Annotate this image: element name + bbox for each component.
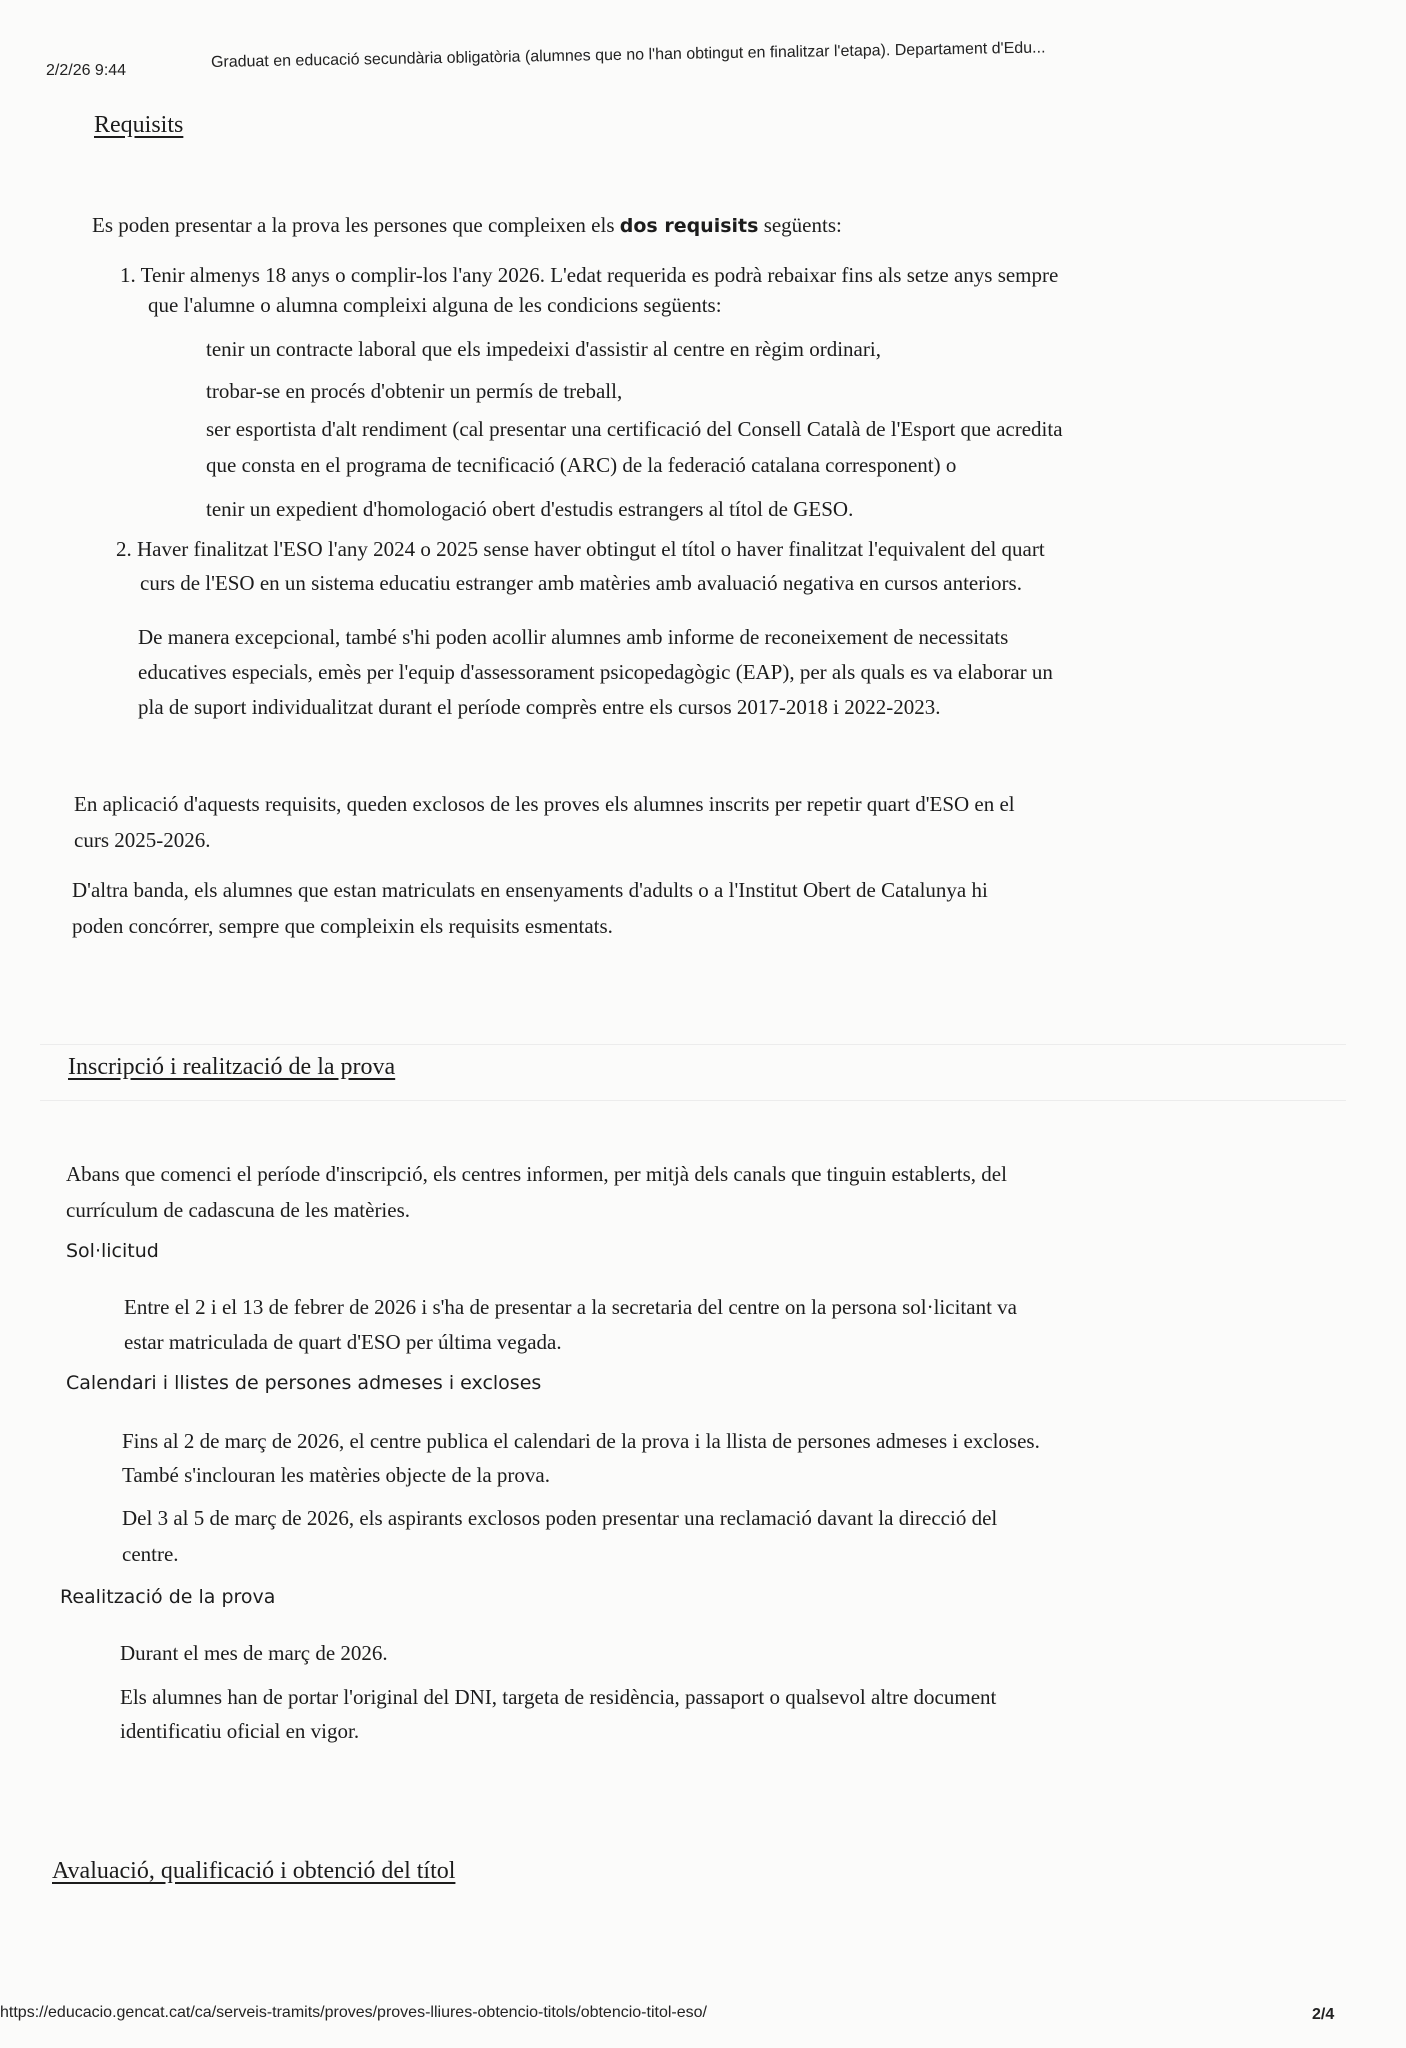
- paragraph-line: centre.: [122, 1542, 179, 1566]
- realitzacio-paragraph-2: [120, 1680, 996, 1748]
- condition-item: ser esportista d'alt rendiment (cal presentar una certificació del Consell Català de l'Esport que acredita: [206, 417, 1063, 441]
- realitzacio-paragraph-1: Durant el mes de març de 2026.: [120, 1641, 388, 1665]
- paragraph-line: poden concórrer, sempre que compleixin els requisits esmentats.: [72, 914, 613, 938]
- exclusion-paragraph: [74, 786, 1015, 858]
- paragraph-line: Entre el 2 i el 13 de febrer de 2026 i s'ha de presentar a la secretaria del centre on la persona sol·licitant va: [124, 1295, 1017, 1319]
- print-footer-url: https://educacio.gencat.cat/ca/serveis-tramits/proves/proves-lliures-obtencio-titols/obtencio-titol-eso/: [0, 2004, 707, 2021]
- intro-text-end: següents:: [758, 213, 842, 237]
- condition-item: que consta en el programa de tecnificació (ARC) de la federació catalana corresponent) o: [206, 453, 957, 477]
- paragraph-line: Abans que comenci el període d'inscripció, els centres informen, per mitjà dels canals que tinguin establerts, del: [66, 1162, 1007, 1186]
- paragraph-line: També s'inclouran les matèries objecte de la prova.: [122, 1463, 550, 1487]
- paragraph-line: pla de suport individualitzat durant el període comprès entre els cursos 2017-2018 i 2022-2023.: [138, 695, 941, 719]
- paragraph-line: En aplicació d'aquests requisits, queden exclosos de les proves els alumnes inscrits per repetir quart d'ESO en el: [74, 792, 1015, 816]
- print-page-title: Graduat en educació secundària obligatòria (alumnes que no l'han obtingut en finalitzar l'etapa). Departament d'Edu...: [210, 39, 1046, 71]
- sollicitud-paragraph: [124, 1290, 1017, 1360]
- print-header: [46, 40, 1376, 80]
- section-title-requisits: Requisits: [94, 112, 184, 138]
- print-page-number: 2/4: [1312, 2006, 1335, 2023]
- paragraph-line: Del 3 al 5 de març de 2026, els aspirants exclosos poden presentar una reclamació davant la direcció del: [122, 1506, 998, 1530]
- inscripcio-intro: [66, 1156, 1007, 1228]
- condition-item: tenir un expedient d'homologació obert d'estudis estrangers al títol de GESO.: [206, 497, 854, 521]
- conditions-list: [206, 332, 1063, 526]
- condition-item: tenir un contracte laboral que els impedeixi d'assistir al centre en règim ordinari,: [206, 337, 881, 361]
- calendari-paragraph-1: [122, 1424, 1040, 1492]
- condition-item: trobar-se en procés d'obtenir un permís de treball,: [206, 379, 623, 403]
- requirement-2: [116, 532, 1045, 600]
- subheading-sollicitud: Sol·licitud: [66, 1240, 159, 1262]
- paragraph-line: currículum de cadascuna de les matèries.: [66, 1198, 411, 1222]
- paragraph-line: identificatiu oficial en vigor.: [120, 1719, 360, 1743]
- paragraph-line: educatives especials, emès per l'equip d'assessorament psicopedagògic (EAP), per als quals es va elaborar un: [138, 660, 1053, 684]
- divider: [40, 1044, 1346, 1045]
- paragraph-line: curs 2025-2026.: [74, 828, 211, 852]
- paragraph-line: Fins al 2 de març de 2026, el centre publica el calendari de la prova i la llista de persones admeses i excloses.: [122, 1429, 1040, 1453]
- requirement-1: [120, 258, 1058, 322]
- requirement-2-line: 2. Haver finalitzat l'ESO l'any 2024 o 2025 sense haver obtingut el títol o haver finalitzat l'equivalent del quart: [116, 537, 1045, 561]
- paragraph-line: estar matriculada de quart d'ESO per última vegada.: [124, 1330, 562, 1354]
- subheading-realitzacio: Realització de la prova: [60, 1586, 276, 1608]
- calendari-paragraph-2: [122, 1500, 997, 1572]
- print-timestamp: 2/2/26 9:44: [46, 62, 127, 79]
- adults-paragraph: [72, 872, 988, 944]
- section-title-avaluacio: Avaluació, qualificació i obtenció del títol: [52, 1858, 456, 1884]
- requirement-1-line: 1. Tenir almenys 18 anys o complir-los l'any 2026. L'edat requerida es podrà rebaixar fins als setze anys sempre: [120, 263, 1059, 287]
- paragraph-line: D'altra banda, els alumnes que estan matriculats en ensenyaments d'adults o a l'Institut Obert de Catalunya hi: [72, 878, 988, 902]
- exceptional-paragraph: [138, 620, 1053, 725]
- requisits-intro: [92, 208, 842, 243]
- subheading-calendari: Calendari i llistes de persones admeses i excloses: [66, 1372, 542, 1394]
- paragraph-line: De manera excepcional, també s'hi poden acollir alumnes amb informe de reconeixement de necessitats: [138, 625, 1009, 649]
- requirement-1-line: que l'alumne o alumna compleixi alguna de les condicions següents:: [148, 293, 722, 317]
- paragraph-line: Els alumnes han de portar l'original del DNI, targeta de residència, passaport o qualsevol altre document: [120, 1685, 997, 1709]
- section-title-inscripcio: Inscripció i realització de la prova: [68, 1054, 396, 1080]
- requirement-2-line: curs de l'ESO en un sistema educatiu estranger amb matèries amb avaluació negativa en cursos anteriors.: [140, 571, 1022, 595]
- intro-bold: dos requisits: [619, 215, 759, 237]
- divider: [40, 1100, 1346, 1101]
- intro-text: Es poden presentar a la prova les persones que compleixen els: [92, 213, 620, 237]
